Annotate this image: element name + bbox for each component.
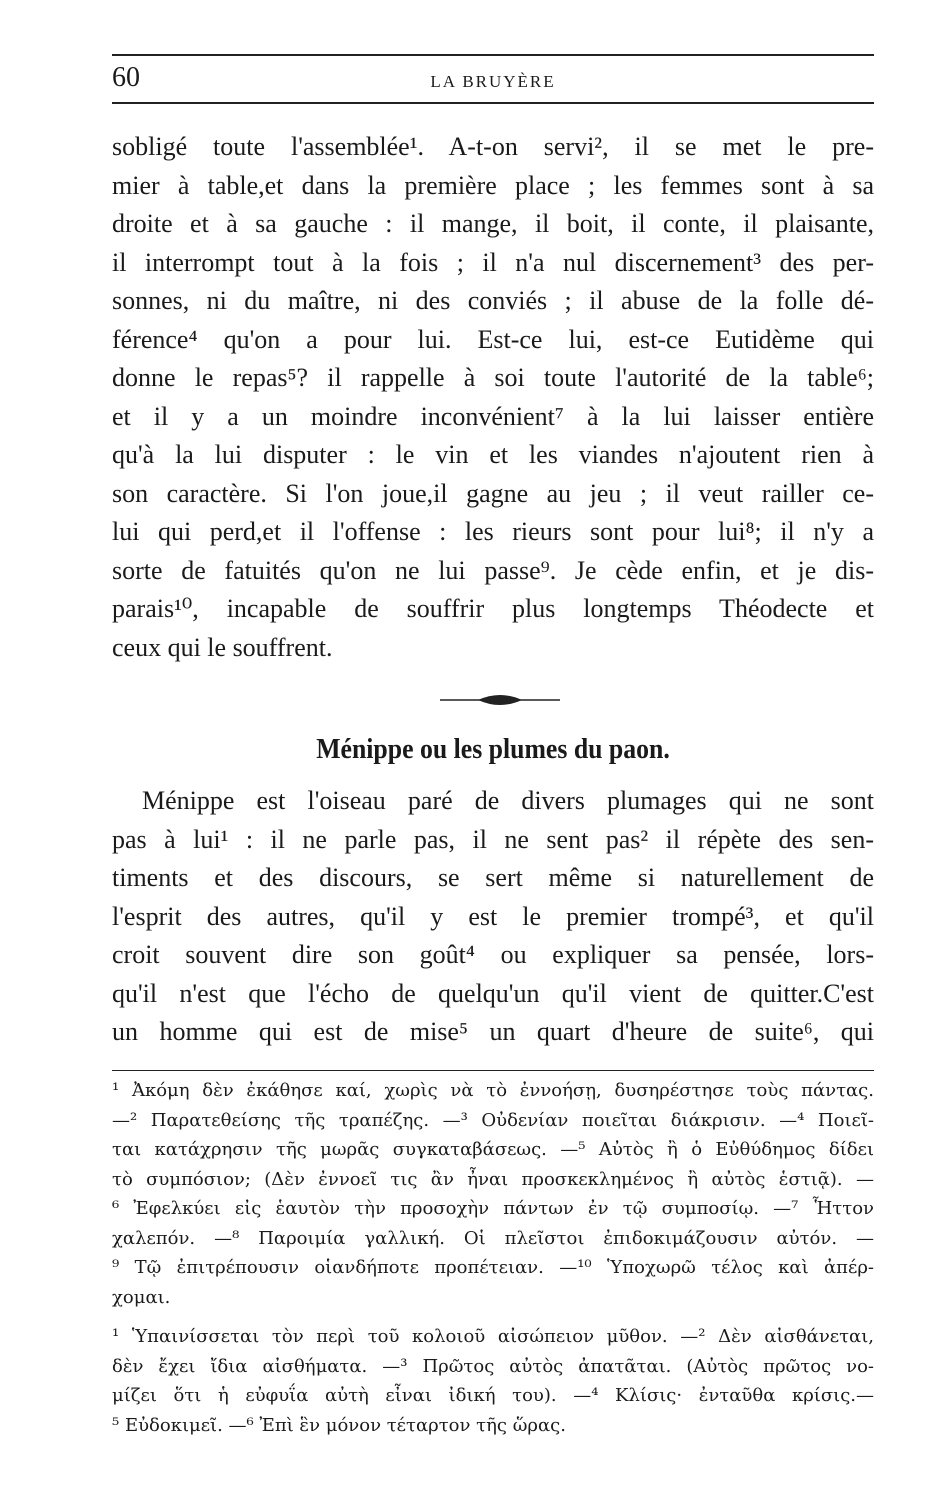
text-line: l'esprit des autres, qu'il y est le premier trompé³, et qu'il [112,901,874,931]
footnote-line: ⁶ Ἐφελκύει εἰς ἑαυτὸν τὴν προσοχὴν πάντων ἐν τῷ συμποσίῳ. —⁷ Ἧττον [112,1198,874,1219]
text-line: son caractère. Si l'on joue,il gagne au jeu ; il veut railler ce- [112,478,874,508]
footnotes-second [112,1322,874,1440]
text-line: donne le repas⁵? il rappelle à soi toute l'autorité de la table⁶; [112,363,874,392]
running-head [112,62,874,102]
footnote-line: ¹ Ὑπαινίσσεται τὸν περὶ τοῦ κολοιοῦ αἰσώπειον μῦθον. —² Δὲν αἰσθάνεται, [112,1326,874,1347]
text-line: sorte de fatuités qu'on ne lui passe⁹. Je cède enfin, et je dis- [112,555,874,585]
top-rule [112,54,874,56]
footnote-line: —² Παρατεθείσης τῆς τραπέζης. —³ Οὐδενίαν ποιεῖται διάκρισιν. —⁴ Ποιεῖ- [112,1109,874,1131]
text-line: croit souvent dire son goût⁴ ou expliquer sa pensée, lors- [112,940,874,969]
footnote-line: ¹ Ἀκόμη δὲν ἐκάθησε καί, χωρὶς νὰ τὸ ἐννοήσῃ, δυσηρέστησε τοὺς πάντας. [112,1080,874,1101]
footnote-rule [112,1070,874,1071]
footnote-line: ⁹ Τῷ ἐπιτρέπουσιν οἱανδήποτε προπέτειαν. —¹⁰ Ὑποχωρῶ τέλος καὶ ἀπέρ- [112,1257,874,1278]
text-line: pas à lui¹ : il ne parle pas, il ne sent pas² il répète des sen- [112,824,874,854]
footnote-line: ⁵ Εὐδοκιμεῖ. —⁶ Ἐπὶ ἓν μόνον τέταρτον τῆς ὥρας. [112,1414,566,1436]
footnote-line: μίζει ὅτι ἡ εὐφυΐα αὐτὴ εἶναι ἰδική του). —⁴ Κλίσις· ἐνταῦθα κρίσις.— [112,1385,874,1406]
text-line: timents et des discours, se sert même si naturellement de [112,863,874,892]
section-body-text [112,782,874,1052]
footnote-line: ται κατάχρησιν τῆς μωρᾶς συγκαταβάσεως. —⁵ Αὐτὸς ἢ ὁ Εὐθύδημος δίδει [112,1139,874,1160]
text-line: qu'à la lui disputer : le vin et les viandes n'ajoutent rien à [112,440,874,469]
text-line: sobligé toute l'assemblée¹. A-t-on servi², il se met le pre- [112,132,874,161]
text-line: mier à table,et dans la première place ; les femmes sont à sa [112,170,874,200]
footnote-line: τὸ συμπόσιον; (Δὲν ἐννοεῖ τις ἂν ἦναι προσκεκλημένος ἢ αὐτὸς ἑστιᾷ). — [112,1168,874,1190]
section-title: Ménippe ou les plumes du paon. [316,734,670,765]
footnotes-first [112,1076,874,1312]
text-line: lui qui perd,et il l'offense : les rieurs sont pour lui⁸; il n'y a [112,517,874,546]
ornament-divider [440,690,560,710]
text-line: qu'il n'est que l'écho de quelqu'un qu'il vient de quitter.C'est [112,978,874,1008]
body-text [112,128,874,667]
running-title: LA BRUYÈRE [430,72,556,91]
text-line: droite et à sa gauche : il mange, il boit, il conte, il plaisante, [112,209,874,238]
footnote-line: χαλεπόν. —⁸ Παροιμία γαλλική. Οἱ πλεῖστοι ἐπιδοκιμάζουσιν αὐτόν. — [112,1227,874,1249]
footnote-line: δὲν ἔχει ἴδια αἰσθήματα. —³ Πρῶτος αὐτὸς ἀπατᾶται. (Αὐτὸς πρῶτος νο- [112,1355,874,1377]
text-line: un homme qui est de mise⁵ un quart d'heure de suite⁶, qui [112,1017,874,1046]
text-line: ceux qui le souffrent. [112,632,333,662]
text-line: sonnes, ni du maître, ni des conviés ; il abuse de la folle dé- [112,286,874,315]
text-line: parais¹⁰, incapable de souffrir plus longtemps Théodecte et [112,594,874,623]
text-line: il interrompt tout à la fois ; il n'a nul discernement³ des per- [112,247,874,277]
text-line: Ménippe est l'oiseau paré de divers plumages qui ne sont [142,786,874,815]
footnote-line: χομαι. [112,1286,171,1308]
text-line: férence⁴ qu'on a pour lui. Est-ce lui, est-ce Eutidème qui [112,324,874,354]
page-number: 60 [112,62,140,93]
header-rule [112,102,874,104]
text-line: et il y a un moindre inconvénient⁷ à la lui laisser entière [112,401,874,431]
